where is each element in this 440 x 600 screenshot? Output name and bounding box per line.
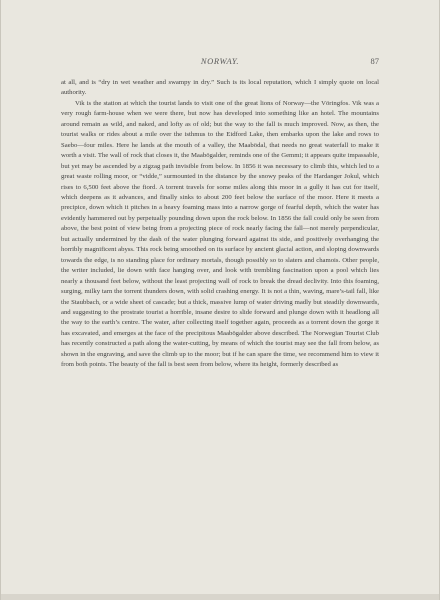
running-head-title: NORWAY. xyxy=(200,56,240,66)
running-header xyxy=(61,56,379,70)
page-bottom-edge xyxy=(1,594,440,600)
page-number: 87 xyxy=(370,56,379,66)
paragraph-continuation: at all, and is “dry in wet weather and swampy in dry.” Such is its local reputation, which I simply quote on local authority. xyxy=(61,79,379,97)
paragraph-vik-voringfos: Vik is the station at which the tourist lands to visit one of the great lions of Norway—the Vöringfos. Vik was a very rough farm-house when we were there, but now has developed into something like an hotel. The mountains around remain as wild, and naked, and lofty as of old; but the way to the fall is much improved. Now, as then, the tourist walks or rides about a mile over the isthmus to the Eidford Lake, then embarks upon the lake and rows to Saebo—four miles. Here he lands at the mouth of a valley, the Maabödal, that needs no great waterfall to make it worth a visit. The wall of rock that closes it, the Maabögalder, reminds one of the Gemmi; it appears quite impassable, but yet may be ascended by a zigzag path invisible from below. In 1856 it was necessary to climb this, which led to a great waste rolling moor, or “vidde,” surmounted in the distance by the snowy peaks of the Hardanger Jokul, which rises to 6,500 feet above the fiord. A torrent travels for some miles along this moor in a gully it has cut for itself, which deepens as it advances, and finally sinks to about 200 feet below the surface of the moor. Here it meets a precipice, down which it pitches in a heavy foaming mass into a narrow gorge of fearful depth, which the water has evidently hammered out by perpetually pounding down upon the rock below. In 1856 the fall could only be seen from above, the best point of view being from a projecting piece of rock nearly facing the fall—not merely perpendicular, but actually undermined by the dash of the water plunging forward against its side, and positively overhanging the horribly magnificent abyss. This rock being smoothed on its surface by ancient glacial action, and sloping downwards towards the edge, is no standing place for ordinary mortals, though possibly so to slaters and chamois. Other people, the writer included, lie down with face hanging over, and look with trembling fascination upon a pool which lies nearly a thousand feet below, without the least projecting wall of rock to break the dread declivity. Into this foaming, surging, milky tarn the torrent thunders down, with solid crashing energy. It is not a thin, waving, mare’s-tail fall, like the Staubbach, or a wide sheet of cascade; but a thick, massive lump of water driving madly but steadily downwards, and suggesting to the prostrate tourist a horrible, insane desire to slide forward and plunge down with it headlong all the way to the earth’s centre. The water, after collecting itself together again, proceeds as a torrent down the gorge it has excavated, and emerges at the face of the precipitous Maabögalder above described. The Norwegian Tourist Club has recently constructed a path along the water-cutting, by means of which the tourist may see the fall from below, as shown in the engraving, and save the climb up to the moor; but if he can spare the time, we recommend him to view it from both points. The beauty of the fall is best seen from below, where its height, formerly described as xyxy=(61,99,379,369)
body-text xyxy=(61,78,379,371)
page-content xyxy=(61,56,379,371)
